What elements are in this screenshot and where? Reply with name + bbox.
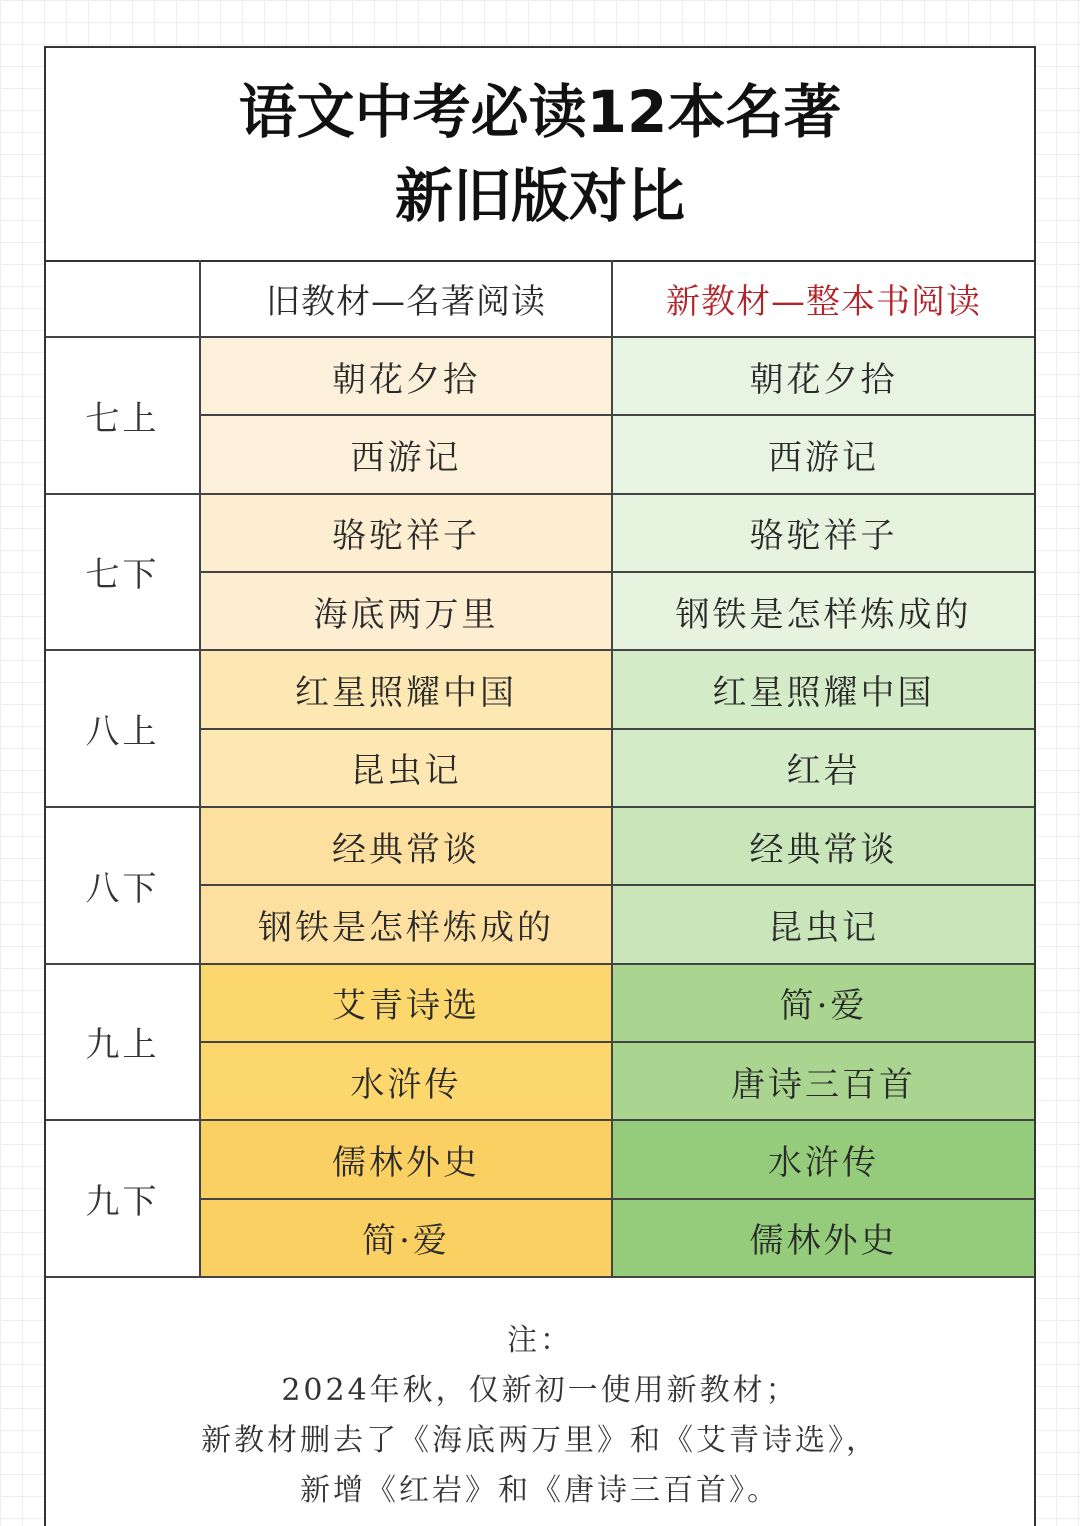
page-title	[46, 48, 1034, 262]
new-book-cell: 骆驼祥子	[613, 495, 1034, 573]
comparison-table	[46, 260, 1034, 1278]
old-book-cell: 昆虫记	[201, 730, 613, 808]
new-book-cell: 红岩	[613, 730, 1034, 808]
header-old-textbook: 旧教材—名著阅读	[201, 260, 613, 338]
old-book-cell: 海底两万里	[201, 573, 613, 651]
grade-cell: 七上	[46, 338, 201, 495]
title-line-2: 新旧版对比	[394, 162, 685, 230]
old-book-cell: 钢铁是怎样炼成的	[201, 886, 613, 964]
comparison-sheet	[44, 46, 1036, 1526]
old-book-cell: 骆驼祥子	[201, 495, 613, 573]
old-book-cell: 水浒传	[201, 1043, 613, 1121]
new-book-cell: 简·爱	[613, 965, 1034, 1043]
note-section	[46, 1280, 1034, 1516]
new-book-cell: 朝花夕拾	[613, 338, 1034, 416]
note-line-2: 新教材删去了《海底两万里》和《艾青诗选》，	[201, 1423, 879, 1458]
old-book-cell: 西游记	[201, 416, 613, 494]
old-book-cell: 红星照耀中国	[201, 651, 613, 729]
note-line-1: 2024年秋，仅新初一使用新教材；	[281, 1373, 799, 1408]
old-book-cell: 经典常谈	[201, 808, 613, 886]
old-book-cell: 朝花夕拾	[201, 338, 613, 416]
new-book-cell: 唐诗三百首	[613, 1043, 1034, 1121]
note-line-3: 新增《红岩》和《唐诗三百首》。	[300, 1473, 780, 1508]
grade-cell: 九下	[46, 1121, 201, 1278]
old-book-cell: 儒林外史	[201, 1121, 613, 1199]
new-book-cell: 儒林外史	[613, 1200, 1034, 1278]
new-book-cell: 西游记	[613, 416, 1034, 494]
new-book-cell: 钢铁是怎样炼成的	[613, 573, 1034, 651]
new-book-cell: 经典常谈	[613, 808, 1034, 886]
old-book-cell: 简·爱	[201, 1200, 613, 1278]
note-header: 注：	[507, 1323, 573, 1358]
new-book-cell: 水浒传	[613, 1121, 1034, 1199]
header-new-textbook: 新教材—整本书阅读	[613, 260, 1034, 338]
grade-cell: 七下	[46, 495, 201, 652]
grade-cell: 九上	[46, 965, 201, 1122]
header-corner	[46, 260, 201, 338]
old-book-cell: 艾青诗选	[201, 965, 613, 1043]
new-book-cell: 昆虫记	[613, 886, 1034, 964]
grade-cell: 八下	[46, 808, 201, 965]
title-line-1: 语文中考必读12本名著	[238, 78, 842, 146]
new-book-cell: 红星照耀中国	[613, 651, 1034, 729]
grade-cell: 八上	[46, 651, 201, 808]
